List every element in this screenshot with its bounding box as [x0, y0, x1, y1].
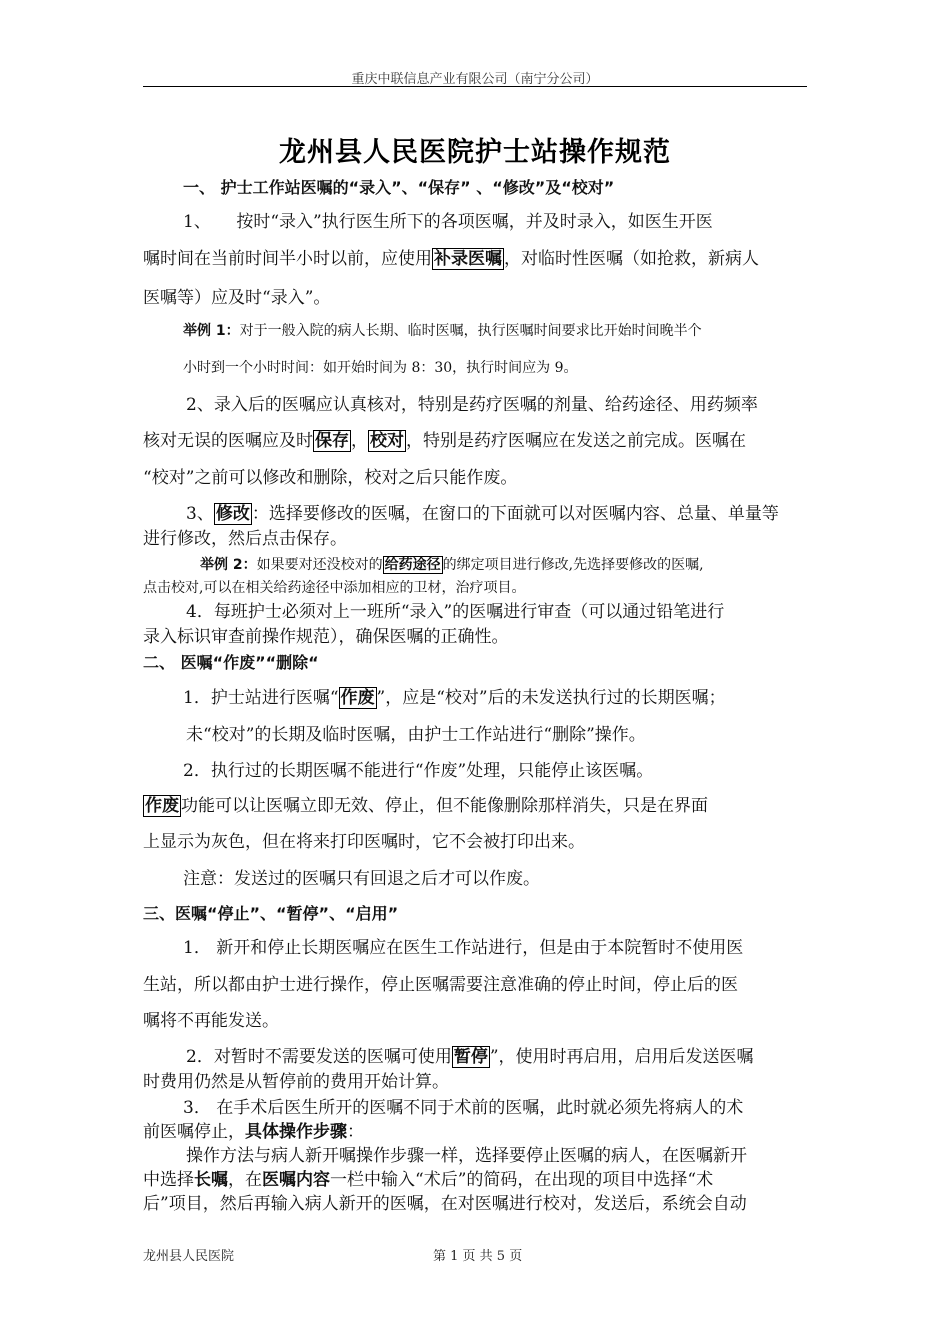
s2-p1: 1．护士站进行医嘱“ 作废 ”，应是“校对”后的未发送执行过的长期医嘱；: [183, 688, 726, 708]
header-rule: [143, 86, 807, 87]
boxed-term-modify: 修改: [215, 504, 250, 524]
s3-p4-line2: 中选择长嘱，在医嘱内容一栏中输入“术后”的简码，在出现的项目中选择“术: [143, 1170, 714, 1190]
s1-p2-line2: 核对无误的医嘱应及时 保存 ， 校对 ，特别是药疗医嘱应在发送之前完成。医嘱在: [143, 431, 746, 451]
section-2-heading: 二、 医嘱“作废”“删除“: [143, 653, 319, 672]
s2-p1b: 未“校对”的长期及临时医嘱，由护士工作站进行“删除”操作。: [186, 725, 646, 745]
s1-p4-line2: 录入标识审查前操作规范），确保医嘱的正确性。: [143, 627, 509, 647]
section-3-heading: 三、医嘱“停止”、“暂停”、“启用”: [143, 904, 399, 923]
s3-p2-line1: 2．对暂时不需要发送的医嘱可使用 暂停 ”，使用时再启用，启用后发送医嘱: [186, 1047, 754, 1067]
page-header: 重庆中联信息产业有限公司（南宁分公司）: [351, 72, 599, 87]
s1-p4-line1: 4．每班护士必须对上一班所“录入”的医嘱进行审查（可以通过铅笔进行: [186, 602, 725, 622]
s3-p4-line1: 操作方法与病人新开嘱操作步骤一样，选择要停止医嘱的病人，在医嘱新开: [186, 1146, 747, 1166]
s1-p2-line3: “校对”之前可以修改和删除，校对之后只能作废。: [143, 468, 518, 488]
section-1-heading: 一、 护士工作站医嘱的“录入”、“保存” 、“修改”及“校对”: [183, 178, 615, 197]
s1-p2-line1: 2、录入后的医嘱应认真核对，特别是药疗医嘱的剂量、给药途径、用药频率: [186, 395, 758, 415]
s3-p3-line2: 前医嘱停止，具体操作步骤：: [143, 1122, 364, 1142]
boxed-term-bulu-yizhu: 补录医嘱: [434, 249, 502, 269]
s2-p3-line1: 作废 功能可以让医嘱立即无效、停止，但不能像删除那样消失，只是在界面: [145, 796, 708, 816]
s2-p3-line2: 上显示为灰色，但在将来打印医嘱时，它不会被打印出来。: [143, 832, 585, 852]
s1-example2-line2: 点击校对,可以在相关给药途径中添加相应的卫材，治疗项目。: [143, 580, 526, 596]
s1-p1-line1: 1、 按时“录入”执行医生所下的各项医嘱，并及时录入，如医生开医: [183, 212, 713, 232]
boxed-term-pause: 暂停: [453, 1047, 488, 1067]
s1-example1-line1: 举例 1：对于一般入院的病人长期、临时医嘱，执行医嘱时间要求比开始时间晚半个: [183, 323, 702, 339]
document-title: 龙州县人民医院护士站操作规范: [279, 137, 671, 168]
s3-p3-line1: 3． 在手术后医生所开的医嘱不同于术前的医嘱，此时就必须先将病人的术: [183, 1098, 744, 1118]
footer-hospital: 龙州县人民医院: [143, 1249, 235, 1264]
s1-example2-line1: 举例 2：如果要对还没校对的 给药途径 的绑定项目进行修改,先选择要修改的医嘱,: [200, 557, 704, 573]
s1-p3-line2: 进行修改，然后点击保存。: [143, 529, 347, 549]
s2-note: 注意：发送过的医嘱只有回退之后才可以作废。: [183, 869, 540, 889]
s3-p1-line2: 生站，所以都由护士进行操作，停止医嘱需要注意准确的停止时间，停止后的医: [143, 975, 738, 995]
boxed-term-save: 保存: [315, 431, 349, 451]
s3-p1-line3: 嘱将不再能发送。: [143, 1011, 279, 1031]
s3-p2-line2: 时费用仍然是从暂停前的费用开始计算。: [143, 1072, 449, 1092]
s1-p3-line1: 3、 修改 ：选择要修改的医嘱，在窗口的下面就可以对医嘱内容、总量、单量等: [186, 504, 779, 524]
s3-p1-line1: 1． 新开和停止长期医嘱应在医生工作站进行，但是由于本院暂时不使用医: [183, 938, 744, 958]
s1-p1-line3: 医嘱等）应及时“录入”。: [143, 288, 331, 308]
s1-p1-line2: 嘱时间在当前时间半小时以前，应使用 补录医嘱 ，对临时性医嘱（如抢救，新病人: [143, 249, 759, 269]
boxed-term-route: 给药途径: [384, 557, 441, 573]
boxed-term-void: 作废: [340, 688, 375, 708]
footer-page-number: 第 1 页 共 5 页: [433, 1249, 523, 1264]
boxed-term-void-2: 作废: [145, 796, 179, 816]
s2-p2: 2．执行过的长期医嘱不能进行“作废”处理，只能停止该医嘱。: [183, 761, 654, 781]
s1-example1-line2: 小时到一个小时时间：如开始时间为 8：30，执行时间应为 9。: [183, 360, 578, 376]
boxed-term-verify: 校对: [370, 431, 404, 451]
s3-p4-line3: 后”项目，然后再输入病人新开的医嘱，在对医嘱进行校对，发送后，系统会自动: [143, 1194, 747, 1214]
